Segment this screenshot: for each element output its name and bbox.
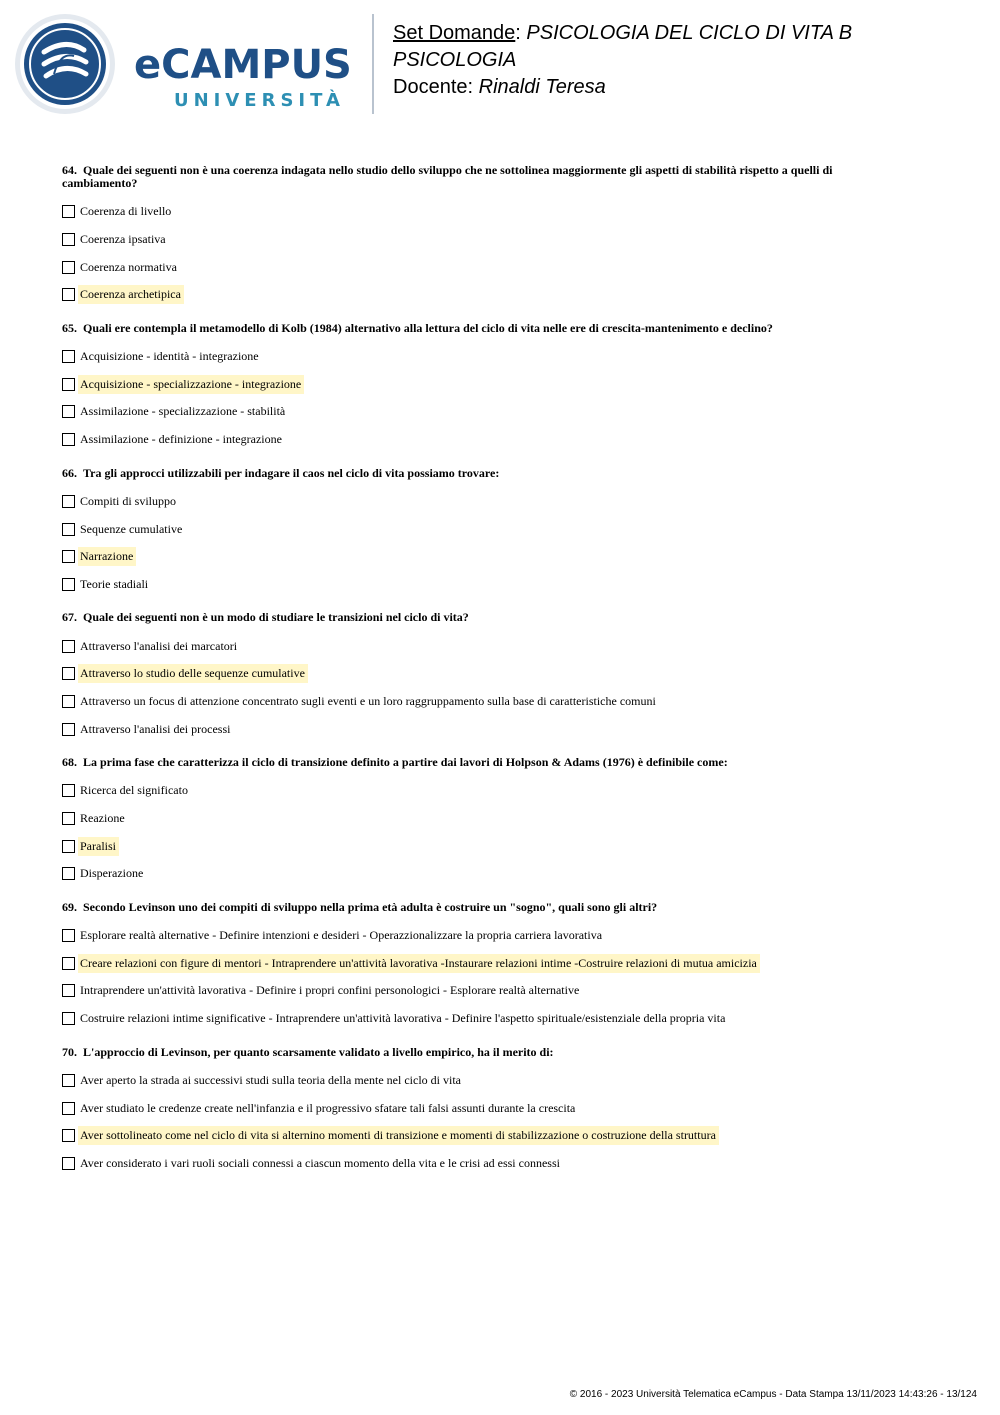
- answer-text: Disperazione: [80, 866, 144, 881]
- answer-text-highlighted: Paralisi: [78, 837, 119, 856]
- answer-option[interactable]: [62, 398, 892, 426]
- answer-text: Attraverso un focus di attenzione concentrato sugli eventi e un loro raggruppamento sulla base di caratteristiche comuni: [80, 693, 656, 708]
- docente-label: Docente:: [393, 76, 474, 98]
- answer-text-highlighted: Creare relazioni con figure di mentori - Intraprendere un'attività lavorativa -Instaurare relazioni intime -Costruire relazioni di mutua amicizia: [78, 954, 760, 973]
- checkbox[interactable]: [62, 433, 75, 446]
- checkbox[interactable]: [62, 984, 75, 997]
- question-text: Secondo Levinson uno dei compiti di sviluppo nella prima età adulta è costruire un "sogno", quali sono gli altri?: [83, 899, 658, 914]
- checkbox[interactable]: [62, 261, 75, 274]
- answer-text: Coerenza ipsativa: [80, 232, 166, 247]
- answer-option[interactable]: [62, 1122, 892, 1150]
- set-label: Set Domande: [393, 22, 516, 44]
- answer-option[interactable]: [62, 281, 892, 309]
- answer-option[interactable]: [62, 632, 892, 660]
- checkbox[interactable]: [62, 840, 75, 853]
- answer-option[interactable]: [62, 198, 892, 226]
- checkbox[interactable]: [62, 495, 75, 508]
- header-info: [393, 20, 852, 101]
- answer-text: Aver aperto la strada ai successivi studi sulla teoria della mente nel ciclo di vita: [80, 1072, 461, 1087]
- set-value: PSICOLOGIA DEL CICLO DI VITA B: [526, 22, 853, 44]
- question-number: 70.: [62, 1044, 77, 1059]
- checkbox[interactable]: [62, 812, 75, 825]
- answer-option[interactable]: [62, 660, 892, 688]
- checkbox[interactable]: [62, 378, 75, 391]
- answer-option[interactable]: [62, 977, 892, 1005]
- answer-text: Sequenze cumulative: [80, 521, 183, 536]
- answer-option[interactable]: [62, 949, 892, 977]
- questions-list: [62, 164, 892, 1190]
- checkbox[interactable]: [62, 1074, 75, 1087]
- answer-option[interactable]: [62, 715, 892, 743]
- question-title: [62, 756, 892, 769]
- checkbox[interactable]: [62, 1157, 75, 1170]
- checkbox[interactable]: [62, 640, 75, 653]
- answer-text-highlighted: Narrazione: [78, 547, 136, 566]
- question-text: L'approccio di Levinson, per quanto scarsamente validato a livello empirico, ha il merito di:: [83, 1044, 554, 1059]
- answer-option[interactable]: [62, 777, 892, 805]
- answer-option[interactable]: [62, 1005, 892, 1033]
- header-divider: [372, 14, 374, 114]
- answer-text-highlighted: Coerenza archetipica: [78, 285, 184, 304]
- question-block: [62, 1046, 892, 1178]
- answer-option[interactable]: [62, 688, 892, 716]
- checkbox[interactable]: [62, 578, 75, 591]
- checkbox[interactable]: [62, 957, 75, 970]
- checkbox[interactable]: [62, 784, 75, 797]
- checkbox[interactable]: [62, 550, 75, 563]
- checkbox[interactable]: [62, 1102, 75, 1115]
- question-number: 65.: [62, 320, 77, 335]
- answer-option[interactable]: [62, 1150, 892, 1178]
- answer-text-highlighted: Acquisizione - specializzazione - integrazione: [78, 375, 304, 394]
- answer-option[interactable]: [62, 488, 892, 516]
- answer-text-highlighted: Aver sottolineato come nel ciclo di vita si alternino momenti di transizione e momenti di stabilizzazione o costruzione della struttura: [78, 1126, 719, 1145]
- logo-wordmark: eCAMPUS: [134, 42, 352, 88]
- answer-text: Assimilazione - specializzazione - stabilità: [80, 404, 286, 419]
- answer-option[interactable]: [62, 226, 892, 254]
- page-header: [0, 0, 1000, 125]
- answer-text: Coerenza di livello: [80, 204, 172, 219]
- checkbox[interactable]: [62, 723, 75, 736]
- answer-option[interactable]: [62, 805, 892, 833]
- answer-option[interactable]: [62, 515, 892, 543]
- question-text: Quali ere contempla il metamodello di Kolb (1984) alternativo alla lettura del ciclo di vita nelle ere di crescita-mantenimento e declino?: [83, 320, 773, 335]
- question-number: 69.: [62, 899, 77, 914]
- checkbox[interactable]: [62, 695, 75, 708]
- answer-text: Aver studiato le credenze create nell'infanzia e il progressivo sfatare tali falsi assunti durante la crescita: [80, 1100, 576, 1115]
- checkbox[interactable]: [62, 233, 75, 246]
- question-title: [62, 611, 892, 624]
- answer-option[interactable]: [62, 1067, 892, 1095]
- answer-text: Coerenza normativa: [80, 259, 177, 274]
- question-text: Quale dei seguenti non è un modo di studiare le transizioni nel ciclo di vita?: [83, 610, 469, 625]
- answer-text: Teorie stadiali: [80, 576, 149, 591]
- answer-option[interactable]: [62, 543, 892, 571]
- answer-option[interactable]: [62, 571, 892, 599]
- answer-text: Intraprendere un'attività lavorativa - Definire i propri confini personologici - Esplorare realtà alternative: [80, 983, 580, 998]
- answer-text: Reazione: [80, 811, 125, 826]
- question-number: 67.: [62, 610, 77, 625]
- answer-text: Assimilazione - definizione - integrazione: [80, 432, 282, 447]
- answer-text: Compiti di sviluppo: [80, 493, 177, 508]
- set-value-2: PSICOLOGIA: [393, 49, 517, 71]
- ecampus-logo: [14, 12, 364, 116]
- question-number: 68.: [62, 755, 77, 769]
- set-line-2: [393, 47, 852, 74]
- checkbox[interactable]: [62, 405, 75, 418]
- question-title: [62, 164, 892, 190]
- question-number: 64.: [62, 163, 77, 177]
- question-title: [62, 322, 892, 335]
- page-footer: © 2016 - 2023 Università Telematica eCampus - Data Stampa 13/11/2023 14:43:26 - 13/124: [569, 1389, 977, 1400]
- answer-option[interactable]: [62, 860, 892, 888]
- question-block: [62, 322, 892, 454]
- answer-text: Costruire relazioni intime significative - Intraprendere un'attività lavorativa - Definire l'aspetto spirituale/esistenziale della propria vita: [80, 1011, 726, 1026]
- answer-option[interactable]: [62, 1094, 892, 1122]
- checkbox[interactable]: [62, 205, 75, 218]
- docente-line: [393, 74, 852, 101]
- answer-option[interactable]: [62, 253, 892, 281]
- logo-subtitle: UNIVERSITÀ: [174, 90, 345, 111]
- checkbox[interactable]: [62, 523, 75, 536]
- question-title: [62, 467, 892, 480]
- question-block: [62, 467, 892, 599]
- answer-text: Aver considerato i vari ruoli sociali connessi a ciascun momento della vita e le crisi ad essi connessi: [80, 1155, 560, 1170]
- question-text: La prima fase che caratterizza il ciclo di transizione definito a partire dai lavori di Holpson & Adams (1976) è definibile come:: [83, 755, 728, 769]
- question-text: Quale dei seguenti non è una coerenza indagata nello studio dello sviluppo che ne sottolinea maggiormente gli aspetti di stabilità rispetto a quelli di cambiamento?: [62, 163, 833, 190]
- answer-text: Ricerca del significato: [80, 783, 188, 798]
- answer-text: Attraverso l'analisi dei processi: [80, 721, 231, 736]
- question-block: [62, 164, 892, 309]
- answer-option[interactable]: [62, 343, 892, 371]
- checkbox[interactable]: [62, 867, 75, 880]
- answer-text: Esplorare realtà alternative - Definire intenzioni e desideri - Operazzionalizzare la propria carriera lavorativa: [80, 928, 603, 943]
- checkbox[interactable]: [62, 288, 75, 301]
- question-number: 66.: [62, 465, 77, 480]
- question-block: [62, 611, 892, 743]
- answer-option[interactable]: [62, 370, 892, 398]
- checkbox[interactable]: [62, 350, 75, 363]
- question-title: [62, 1046, 892, 1059]
- checkbox[interactable]: [62, 667, 75, 680]
- question-block: [62, 756, 892, 888]
- checkbox[interactable]: [62, 1129, 75, 1142]
- checkbox[interactable]: [62, 1012, 75, 1025]
- answer-text: Acquisizione - identità - integrazione: [80, 349, 259, 364]
- set-line: Set Domande: PSICOLOGIA DEL CICLO DI VITA B: [393, 22, 853, 44]
- checkbox[interactable]: [62, 929, 75, 942]
- answer-text: Attraverso l'analisi dei marcatori: [80, 638, 238, 653]
- question-block: [62, 901, 892, 1033]
- docente-value: Rinaldi Teresa: [478, 76, 606, 98]
- question-text: Tra gli approcci utilizzabili per indagare il caos nel ciclo di vita possiamo trovare:: [83, 465, 500, 480]
- answer-option[interactable]: [62, 832, 892, 860]
- answer-option[interactable]: [62, 426, 892, 454]
- answer-text-highlighted: Attraverso lo studio delle sequenze cumulative: [78, 664, 308, 683]
- question-title: [62, 901, 892, 914]
- answer-option[interactable]: [62, 922, 892, 950]
